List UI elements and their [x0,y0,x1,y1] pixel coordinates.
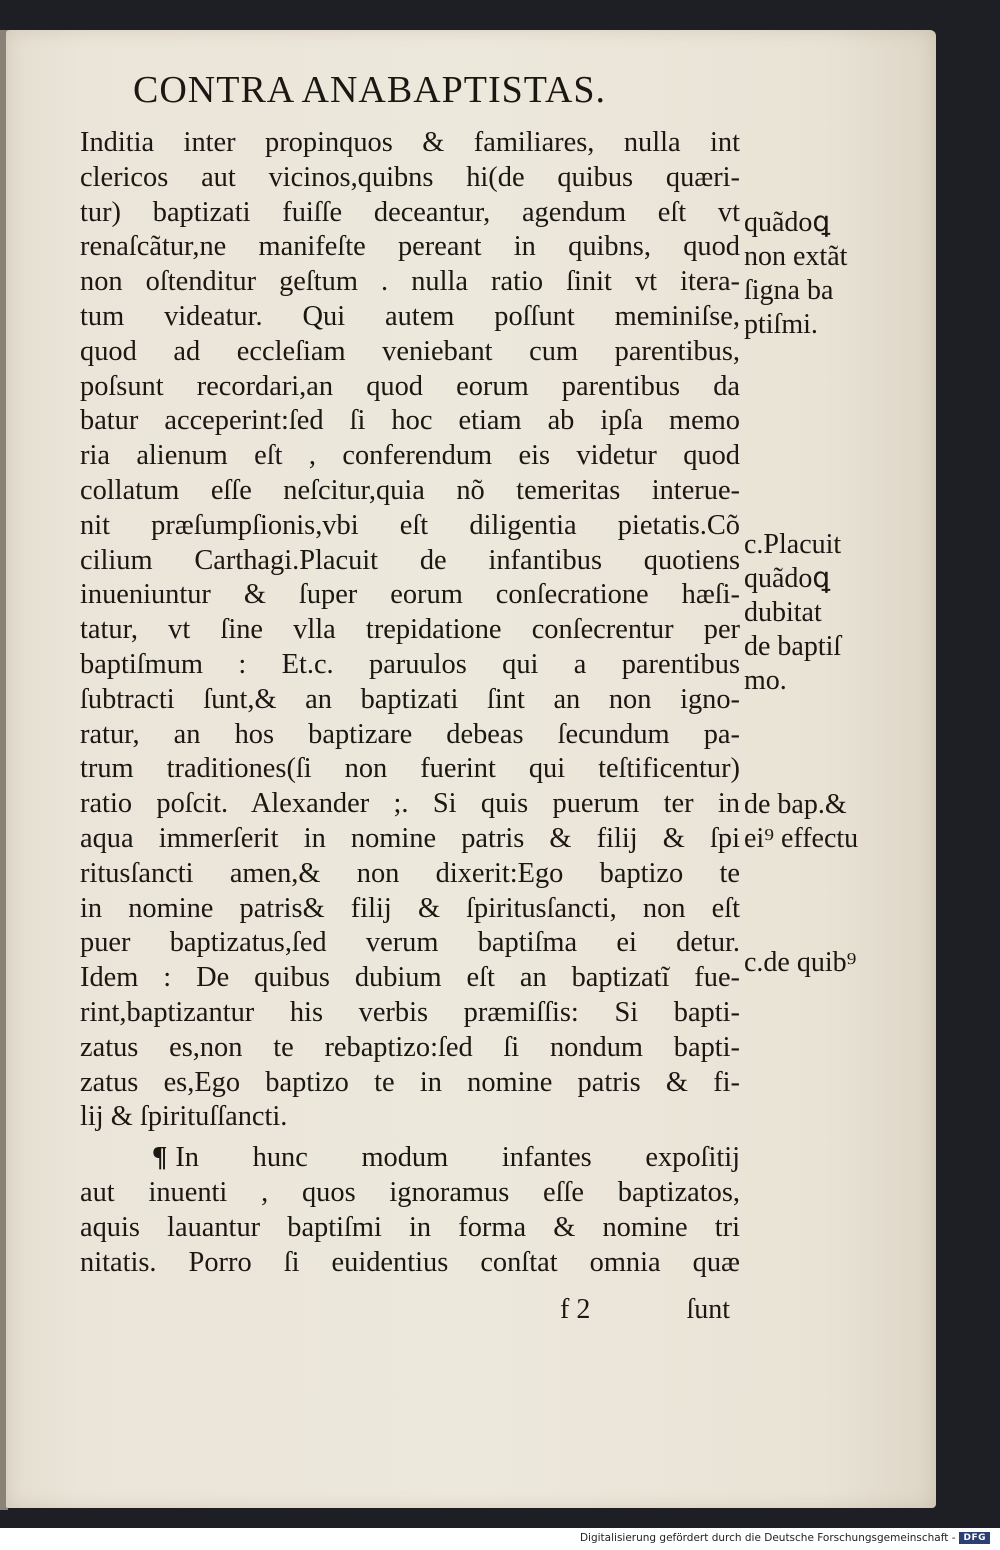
text-line: ritusſancti amen,& non dixerit:Ego baptizo te [80,857,740,889]
text-line: rint,baptizantur his verbis præmiſſis: Si bapti- [80,996,740,1028]
paragraph-2-first-line [80,1141,740,1176]
text-line: tur) baptizati fuiſſe deceantur, agendum eſt vt [80,196,740,228]
margin-note [744,206,847,342]
text-line: ria alienum eſt , conferendum eis videtur quod [80,440,740,472]
text-line: ratur, an hos baptizare debeas ſecundum pa- [80,718,740,750]
text-line: Idem : De quibus dubium eſt an baptizatĩ fue- [80,962,740,994]
margin-note-line: ei⁹ effectu [744,823,859,854]
margin-note [744,528,841,698]
margin-note-line: mo. [744,665,787,696]
text-line: inueniuntur & ſuper eorum conſecratione hæſi- [80,579,740,611]
text-line: zatus es,Ego baptizo te in nomine patris & fi- [80,1066,740,1098]
catchword: ſunt [686,1294,730,1325]
text-line: Inditia inter propinquos & familiares, nulla int [80,127,740,158]
margin-note-line: c.de quib⁹ [744,947,857,978]
dfg-logo: DFG [959,1532,990,1544]
text-line: tum videatur. Qui autem poſſunt meminiſse, [80,300,740,332]
text-line: aut inuenti , quos ignoramus eſſe baptizatos, [80,1176,740,1208]
margin-note-line: quãdoꝗ [744,207,831,238]
main-text-block [80,126,740,1280]
margin-note-line: de bap.& [744,789,847,820]
text-line: ratio poſcit. Alexander ;. Si quis puerum ter in [80,788,740,820]
margin-note [744,788,858,856]
text-line: cilium Carthagi.Placuit de infantibus quotiens [80,544,740,576]
digitization-credit [580,1532,990,1544]
text-line: tatur, vt ſine vlla trepidatione conſecrentur per [80,614,740,646]
margin-note-line: ſigna ba [744,275,834,306]
text-line: nitatis. Porro ſi euidentius conſtat omnia quæ [80,1246,740,1278]
margin-note-line: ptiſmi. [744,309,818,340]
signature-mark: f 2 [560,1294,591,1325]
credit-text: Digitalisierung gefördert durch die Deutsche Forschungsgemeinschaft - [579,1532,956,1544]
text-line: puer baptizatus,ſed verum baptiſma ei detur. [80,927,740,959]
margin-note-line: dubitat [744,597,822,628]
margin-note-line: de baptiſ [744,631,842,662]
text-line: quod ad eccleſiam veniebant cum parentibus, [80,335,740,367]
text-line: poſsunt recordari,an quod eorum parentibus da [80,370,740,402]
text-line: collatum eſſe neſcitur,quia nõ temeritas interue- [80,474,740,506]
text-line: nit præſumpſionis,vbi eſt diligentia pietatis.Cõ [80,509,740,541]
text-line: non oſtenditur geſtum . nulla ratio ſinit vt itera- [80,266,740,298]
text-line: zatus es,non te rebaptizo:ſed ſi nondum bapti- [80,1031,740,1063]
text-line: clericos aut vicinos,quibns hi(de quibus quæri- [80,161,740,193]
margin-note [744,946,856,980]
margin-note-line: c.Placuit [744,529,842,560]
text-line: trum traditiones(ſi non fuerint qui teſtificentur) [80,753,740,785]
margin-note-line: non extãt [744,241,848,272]
text-line: batur acceperint:ſed ſi hoc etiam ab ipſa memo [80,405,740,437]
text-line: in nomine patris& filij & ſpiritusſancti, non eſt [80,892,740,924]
running-head: CONTRA ANABAPTISTAS. [133,69,607,111]
text-line: lij & ſpirituſſancti. [80,1101,288,1133]
text-line: aquis lauantur baptiſmi in forma & nomine tri [80,1211,740,1243]
text-line: ſubtracti ſunt,& an baptizati ſint an non igno- [80,683,740,715]
text-line: baptiſmum : Et.c. paruulos qui a parentibus [80,648,740,680]
margin-note-line: quãdoꝗ [744,563,831,594]
text-line: renaſcãtur,ne manifeſte pereant in quibns, quod [80,231,740,263]
pilcrow-mark: ¶ [152,1142,168,1174]
text-line: aqua immerſerit in nomine patris & filij & ſpi [80,822,740,854]
text-line: In hunc modum infantes expoſitij [175,1142,740,1174]
page-footer [80,1294,740,1330]
